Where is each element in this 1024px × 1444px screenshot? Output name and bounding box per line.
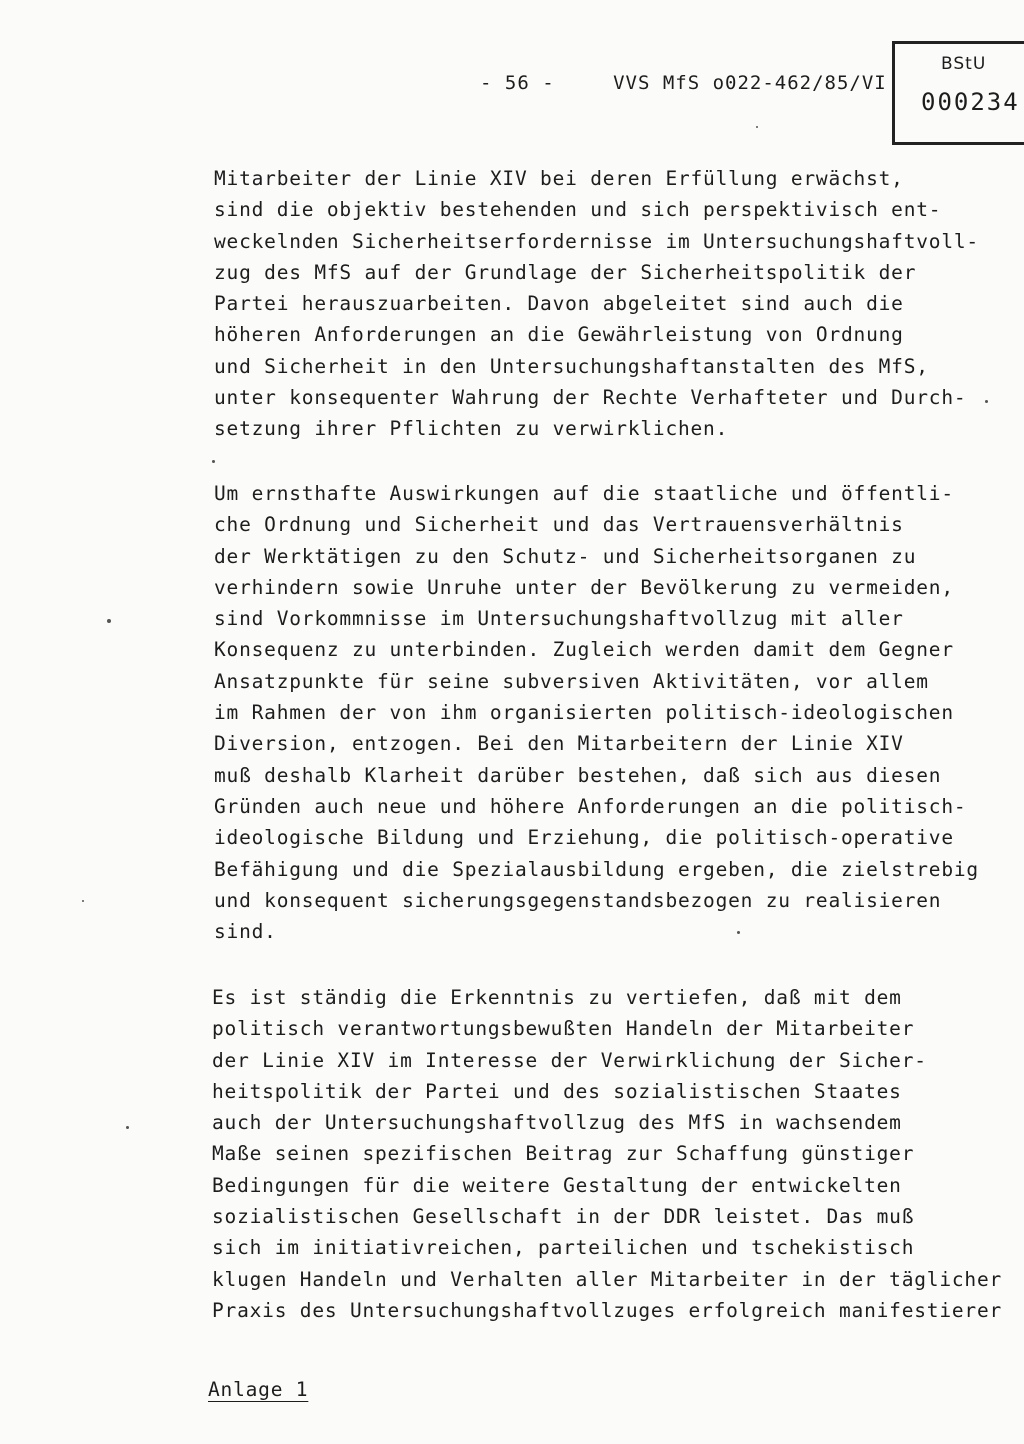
text-line: sozialistischen Gesellschaft in der DDR leistet. Das muß	[212, 1205, 915, 1229]
text-line: politisch verantwortungsbewußten Handeln der Mitarbeiter	[212, 1017, 915, 1041]
text-line: Maße seinen spezifischen Beitrag zur Schaffung günstiger	[212, 1142, 915, 1166]
paragraph-2	[214, 478, 979, 947]
text-line: höheren Anforderungen an die Gewährleistung von Ordnung	[214, 323, 904, 347]
text-line: Praxis des Untersuchungshaftvollzuges erfolgreich manifestierer	[212, 1298, 1003, 1322]
text-line: der Linie XIV im Interesse der Verwirklichung der Sicher-	[212, 1048, 927, 1072]
scan-speck	[756, 126, 758, 128]
text-line: Befähigung und die Spezialausbildung ergeben, die zielstrebig	[214, 857, 979, 881]
text-line: Partei herauszuarbeiten. Davon abgeleitet sind auch die	[214, 292, 904, 316]
page-header	[480, 72, 887, 94]
text-line: verhindern sowie Unruhe unter der Bevölkerung zu vermeiden,	[214, 575, 954, 599]
text-line: Gründen auch neue und höhere Anforderungen an die politisch-	[214, 794, 967, 818]
text-line: sich im initiativreichen, parteilichen und tschekistisch	[212, 1236, 915, 1260]
text-line: Bedingungen für die weitere Gestaltung der entwickelten	[212, 1173, 902, 1197]
text-line: Es ist ständig die Erkenntnis zu vertiefen, daß mit dem	[212, 986, 902, 1009]
text-line: Mitarbeiter der Linie XIV bei deren Erfüllung erwächst,	[214, 167, 904, 190]
paragraph-3	[212, 982, 1002, 1326]
text-line: Konsequenz zu unterbinden. Zugleich werden damit dem Gegner	[214, 638, 954, 662]
text-line: Ansatzpunkte für seine subversiven Aktivitäten, vor allem	[214, 669, 929, 693]
text-line: im Rahmen der von ihm organisierten politisch-ideologischen	[214, 701, 954, 725]
text-line: Um ernsthafte Auswirkungen auf die staatliche und öffentli-	[214, 482, 954, 505]
text-line: zug des MfS auf der Grundlage der Sicherheitspolitik der	[214, 260, 917, 284]
text-line: sind Vorkommnisse im Untersuchungshaftvollzug mit aller	[214, 607, 904, 631]
text-line: und Sicherheit in den Untersuchungshaftanstalten des MfS,	[214, 354, 929, 378]
scan-speck	[107, 619, 111, 623]
text-line: klugen Handeln und Verhalten aller Mitarbeiter in der täglicher	[212, 1267, 1003, 1291]
archive-stamp	[892, 41, 1024, 145]
scan-speck	[126, 1126, 129, 1129]
scan-speck	[82, 900, 84, 902]
text-line: muß deshalb Klarheit darüber bestehen, daß sich aus diesen	[214, 763, 942, 787]
text-line: ideologische Bildung und Erziehung, die politisch-operative	[214, 826, 954, 850]
text-line: setzung ihrer Pflichten zu verwirklichen.	[214, 417, 729, 441]
page-number: - 56 -	[480, 72, 555, 94]
text-line: sind die objektiv bestehenden und sich perspektivisch ent-	[214, 198, 942, 222]
text-line: auch der Untersuchungshaftvollzug des MfS in wachsendem	[212, 1111, 902, 1135]
document-reference: VVS MfS o022-462/85/VI	[613, 72, 887, 94]
paragraph-1	[214, 163, 979, 445]
text-line: der Werktätigen zu den Schutz- und Sicherheitsorganen zu	[214, 544, 917, 568]
text-line: heitspolitik der Partei und des sozialistischen Staates	[212, 1079, 902, 1103]
text-line: unter konsequenter Wahrung der Rechte Verhafteter und Durch-	[214, 386, 967, 410]
scan-speck	[737, 931, 740, 934]
text-line: sind.	[214, 920, 277, 944]
stamp-number: 000234	[921, 88, 1020, 116]
scan-speck	[985, 400, 988, 403]
scan-speck	[212, 460, 215, 463]
stamp-title: BStU	[941, 54, 987, 74]
text-line: weckelnden Sicherheitserfordernisse im Untersuchungshaftvoll-	[214, 229, 979, 253]
text-line: Diversion, entzogen. Bei den Mitarbeitern der Linie XIV	[214, 732, 904, 756]
text-line: und konsequent sicherungsgegenstandsbezogen zu realisieren	[214, 888, 942, 912]
text-line: che Ordnung und Sicherheit und das Vertrauensverhältnis	[214, 513, 904, 537]
appendix-label: Anlage 1	[208, 1378, 309, 1401]
